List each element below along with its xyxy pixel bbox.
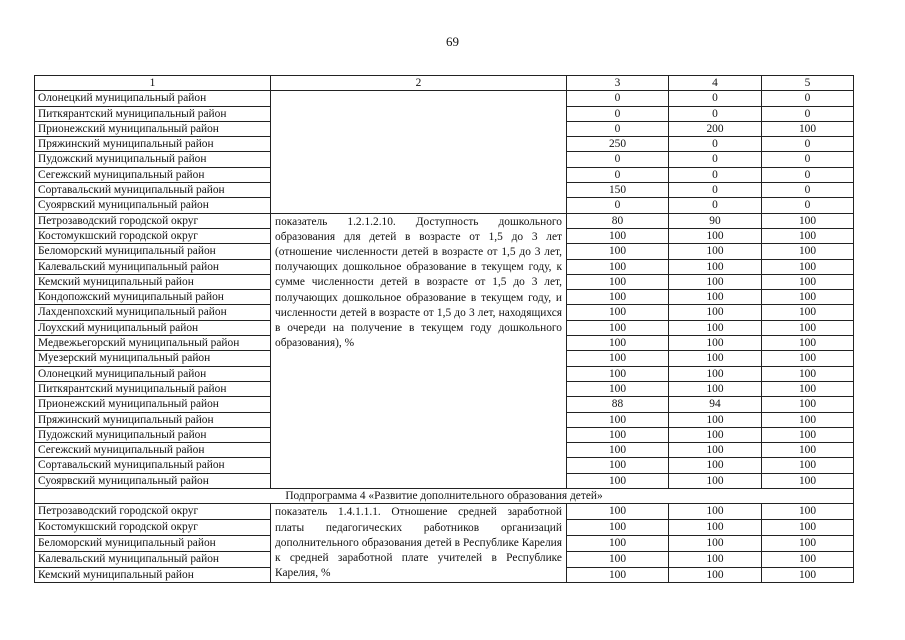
value-cell: 90: [669, 213, 762, 228]
value-cell: 100: [762, 397, 854, 412]
value-cell: 0: [669, 152, 762, 167]
header-row: [35, 76, 854, 91]
value-cell: 100: [762, 274, 854, 289]
value-cell: 100: [669, 351, 762, 366]
municipality-cell: Петрозаводский городской округ: [35, 213, 271, 228]
value-cell: 100: [567, 366, 669, 381]
value-cell: 100: [762, 458, 854, 473]
value-cell: 100: [762, 427, 854, 442]
value-cell: 100: [669, 443, 762, 458]
column-header: 5: [762, 76, 854, 91]
municipality-cell: Калевальский муниципальный район: [35, 259, 271, 274]
value-cell: 0: [762, 183, 854, 198]
municipality-cell: Олонецкий муниципальный район: [35, 366, 271, 381]
value-cell: 0: [567, 198, 669, 213]
indicator-cell: показатель 1.2.1.2.10. Доступность дошкольного образования для детей в возрасте от 1,5 до 3 лет (отношение численности детей в возрасте от 1,5 до 3 лет, получающих дошкольное образование в текущем году, к сумме численности детей в возрасте от 1,5 до 3 лет, получающих дошкольное образование в текущем году, и численности детей в возрасте от 1,5 до 3 лет, находящихся в очереди на получение в текущем году дошкольного образования), %: [271, 213, 567, 488]
column-header: 1: [35, 76, 271, 91]
value-cell: 150: [567, 183, 669, 198]
indicator-cell: показатель 1.4.1.1.1. Отношение средней заработной платы педагогических работников организаций дополнительного образования детей в Республике Карелия к средней заработной плате учителей в Республике Карелия, %: [271, 504, 567, 583]
value-cell: 0: [762, 91, 854, 106]
value-cell: 100: [567, 551, 669, 567]
value-cell: 0: [669, 137, 762, 152]
value-cell: 100: [567, 320, 669, 335]
data-table: [34, 75, 854, 583]
value-cell: 100: [669, 551, 762, 567]
value-cell: 100: [567, 443, 669, 458]
value-cell: 100: [669, 458, 762, 473]
value-cell: 100: [762, 381, 854, 396]
value-cell: 100: [669, 244, 762, 259]
value-cell: 100: [669, 259, 762, 274]
municipality-cell: Костомукшский городской округ: [35, 228, 271, 243]
value-cell: 100: [762, 567, 854, 583]
value-cell: 100: [567, 427, 669, 442]
value-cell: 100: [762, 305, 854, 320]
indicator-cell: [271, 91, 567, 213]
value-cell: 0: [762, 198, 854, 213]
value-cell: 0: [567, 167, 669, 182]
value-cell: 100: [762, 473, 854, 488]
municipality-cell: Кондопожский муниципальный район: [35, 290, 271, 305]
value-cell: 100: [669, 305, 762, 320]
municipality-cell: Медвежьегорский муниципальный район: [35, 336, 271, 351]
municipality-cell: Пудожский муниципальный район: [35, 152, 271, 167]
value-cell: 100: [762, 366, 854, 381]
value-cell: 100: [567, 567, 669, 583]
value-cell: 100: [762, 535, 854, 551]
value-cell: 100: [669, 427, 762, 442]
value-cell: 100: [669, 336, 762, 351]
value-cell: 100: [762, 259, 854, 274]
municipality-cell: Сортавальский муниципальный район: [35, 183, 271, 198]
value-cell: 0: [669, 91, 762, 106]
value-cell: 0: [762, 137, 854, 152]
value-cell: 100: [567, 458, 669, 473]
value-cell: 100: [567, 535, 669, 551]
municipality-cell: Лоухский муниципальный район: [35, 320, 271, 335]
municipality-cell: Калевальский муниципальный район: [35, 551, 271, 567]
value-cell: 100: [762, 228, 854, 243]
value-cell: 100: [762, 551, 854, 567]
municipality-cell: Питкярантский муниципальный район: [35, 106, 271, 121]
value-cell: 0: [669, 167, 762, 182]
municipality-cell: Муезерский муниципальный район: [35, 351, 271, 366]
value-cell: 100: [669, 535, 762, 551]
value-cell: 100: [669, 320, 762, 335]
value-cell: 100: [762, 336, 854, 351]
municipality-cell: Петрозаводский городской округ: [35, 504, 271, 520]
subprogram-title: Подпрограмма 4 «Развитие дополнительного образования детей»: [35, 489, 854, 504]
value-cell: 0: [567, 121, 669, 136]
value-cell: 100: [567, 274, 669, 289]
municipality-cell: Пудожский муниципальный район: [35, 427, 271, 442]
municipality-cell: Лахденпохский муниципальный район: [35, 305, 271, 320]
column-header: 3: [567, 76, 669, 91]
municipality-cell: Пряжинский муниципальный район: [35, 412, 271, 427]
page-number: 69: [446, 34, 459, 49]
municipality-cell: Сортавальский муниципальный район: [35, 458, 271, 473]
column-header: 2: [271, 76, 567, 91]
value-cell: 100: [669, 567, 762, 583]
value-cell: 100: [567, 351, 669, 366]
value-cell: 100: [669, 504, 762, 520]
municipality-cell: Олонецкий муниципальный район: [35, 91, 271, 106]
value-cell: 100: [669, 274, 762, 289]
table-row: [35, 91, 854, 106]
municipality-cell: Суоярвский муниципальный район: [35, 473, 271, 488]
municipality-cell: Суоярвский муниципальный район: [35, 198, 271, 213]
value-cell: 100: [567, 259, 669, 274]
value-cell: 100: [567, 412, 669, 427]
value-cell: 0: [762, 152, 854, 167]
value-cell: 100: [669, 381, 762, 396]
value-cell: 100: [669, 290, 762, 305]
value-cell: 0: [762, 167, 854, 182]
value-cell: 0: [669, 183, 762, 198]
value-cell: 100: [762, 320, 854, 335]
table-row: [35, 213, 854, 228]
value-cell: 100: [762, 443, 854, 458]
value-cell: 100: [762, 121, 854, 136]
value-cell: 100: [567, 473, 669, 488]
value-cell: 94: [669, 397, 762, 412]
value-cell: 0: [567, 106, 669, 121]
value-cell: 100: [669, 520, 762, 536]
value-cell: 100: [669, 412, 762, 427]
value-cell: 250: [567, 137, 669, 152]
value-cell: 0: [669, 198, 762, 213]
value-cell: 0: [762, 106, 854, 121]
municipality-cell: Костомукшский городской округ: [35, 520, 271, 536]
municipality-cell: Беломорский муниципальный район: [35, 244, 271, 259]
value-cell: 100: [567, 244, 669, 259]
municipality-cell: Питкярантский муниципальный район: [35, 381, 271, 396]
value-cell: 100: [669, 366, 762, 381]
value-cell: 100: [762, 504, 854, 520]
value-cell: 100: [762, 412, 854, 427]
value-cell: 100: [669, 228, 762, 243]
value-cell: 100: [567, 305, 669, 320]
value-cell: 100: [567, 290, 669, 305]
value-cell: 100: [762, 213, 854, 228]
value-cell: 100: [567, 504, 669, 520]
municipality-cell: Сегежский муниципальный район: [35, 443, 271, 458]
municipality-cell: Беломорский муниципальный район: [35, 535, 271, 551]
value-cell: 100: [567, 228, 669, 243]
value-cell: 100: [567, 520, 669, 536]
value-cell: 100: [567, 381, 669, 396]
value-cell: 0: [567, 152, 669, 167]
municipality-cell: Пряжинский муниципальный район: [35, 137, 271, 152]
municipality-cell: Сегежский муниципальный район: [35, 167, 271, 182]
value-cell: 200: [669, 121, 762, 136]
value-cell: 100: [762, 351, 854, 366]
value-cell: 0: [567, 91, 669, 106]
value-cell: 0: [669, 106, 762, 121]
value-cell: 100: [762, 290, 854, 305]
value-cell: 100: [669, 473, 762, 488]
subprogram-row: [35, 489, 854, 504]
value-cell: 100: [762, 520, 854, 536]
municipality-cell: Прионежский муниципальный район: [35, 397, 271, 412]
municipality-cell: Кемский муниципальный район: [35, 567, 271, 583]
municipality-cell: Прионежский муниципальный район: [35, 121, 271, 136]
municipality-cell: Кемский муниципальный район: [35, 274, 271, 289]
value-cell: 100: [762, 244, 854, 259]
value-cell: 80: [567, 213, 669, 228]
table-row: [35, 504, 854, 520]
value-cell: 100: [567, 336, 669, 351]
value-cell: 88: [567, 397, 669, 412]
column-header: 4: [669, 76, 762, 91]
